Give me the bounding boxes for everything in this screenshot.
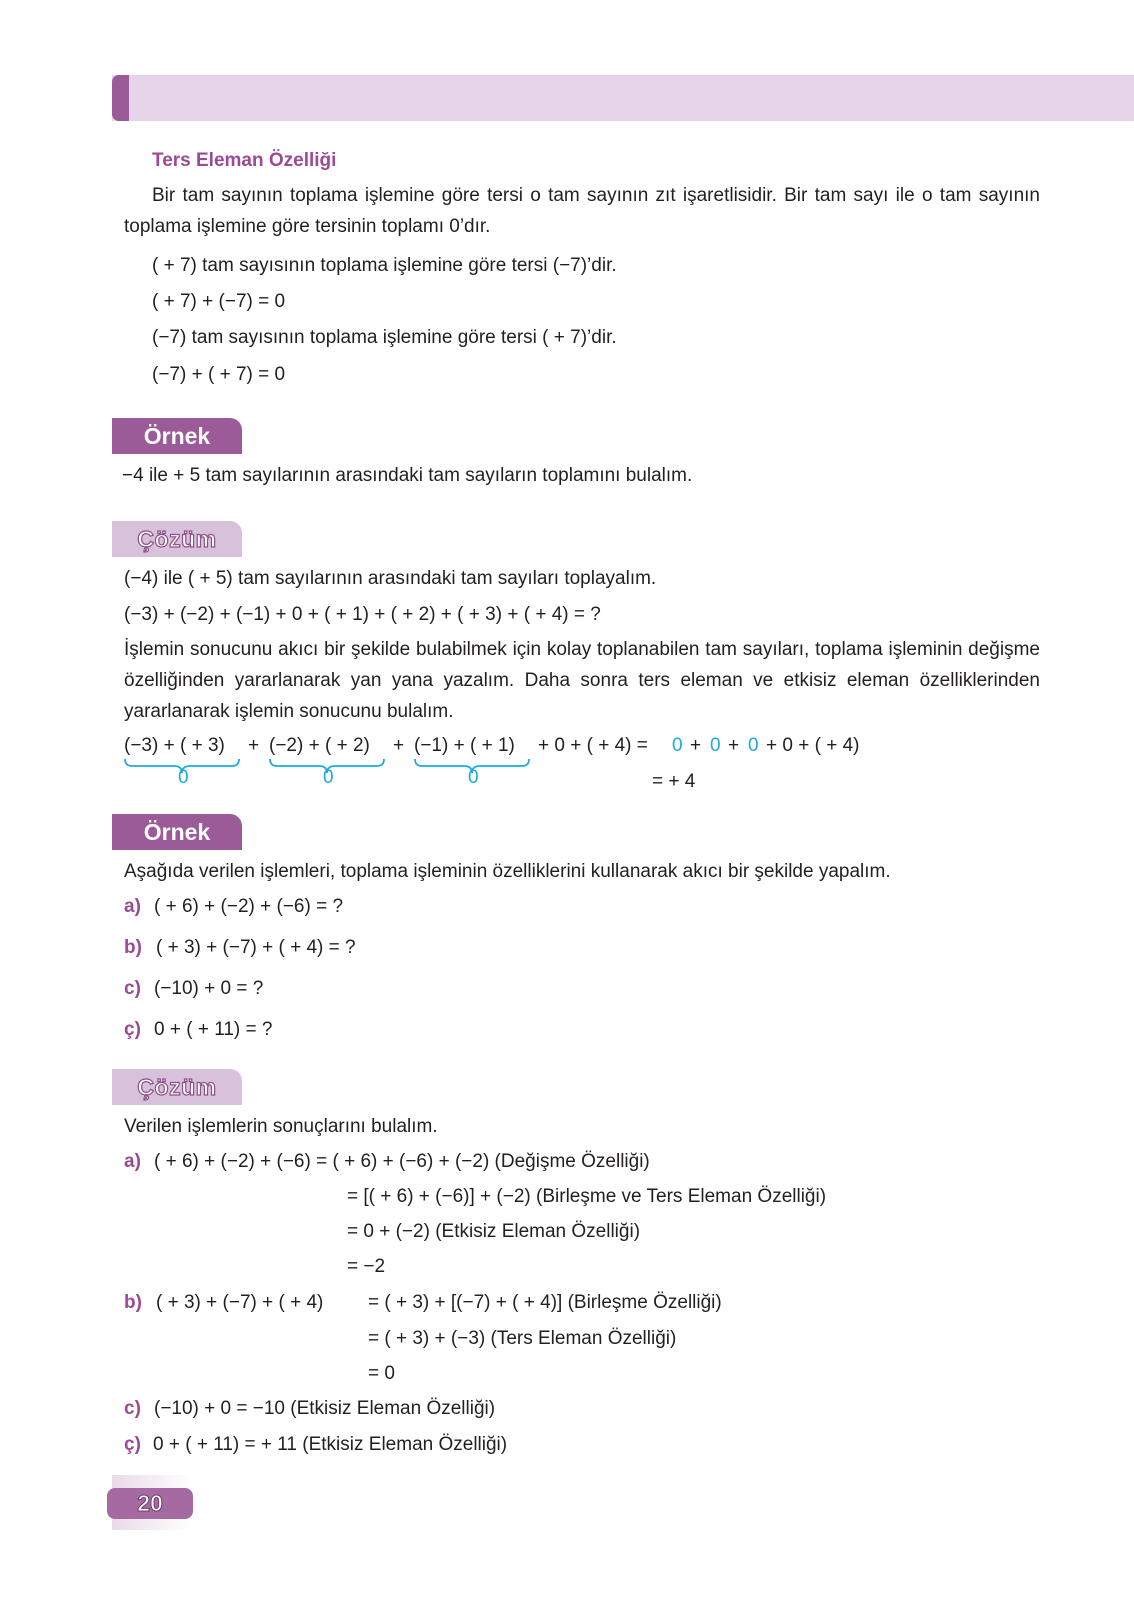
solution-b-line: = 0	[368, 1363, 395, 1384]
example-1-text: −4 ile + 5 tam sayılarının arasındaki tam sayıların toplamını bulalım.	[122, 465, 693, 486]
section-heading: Ters Eleman Özelliği	[152, 150, 337, 171]
inverse-line-2: ( + 7) + (−7) = 0	[152, 291, 286, 312]
item-letter: c)	[124, 1398, 141, 1419]
plus-sign: +	[248, 735, 260, 756]
item-expression: (−10) + 0 = ?	[154, 978, 264, 999]
pair-1: (−3) + ( + 3)	[124, 735, 225, 756]
brace-value-3: 0	[468, 767, 479, 788]
header-band	[112, 75, 1134, 121]
example-2-text: Aşağıda verilen işlemleri, toplama işleminin özelliklerini kullanarak akıcı bir şekilde yapalım.	[124, 861, 891, 882]
section-intro: Bir tam sayının toplama işlemine göre tersi o tam sayının zıt işaretlisidir. Bir tam sayı ile o tam sayının toplama işlemine göre tersinin toplamı 0’dır.	[124, 185, 1040, 237]
zero-result: 0	[710, 735, 721, 756]
solution-1-line-2: (−3) + (−2) + (−1) + 0 + ( + 1) + ( + 2) + ( + 3) + ( + 4) = ?	[124, 604, 601, 625]
solution-c-line: (−10) + 0 = −10 (Etkisiz Eleman Özelliği)	[154, 1398, 496, 1419]
item-expression: ( + 3) + (−7) + ( + 4) = ?	[156, 937, 356, 958]
item-letter: ç)	[124, 1434, 141, 1455]
brace-value-1: 0	[178, 767, 189, 788]
pair-3: (−1) + ( + 1)	[414, 735, 515, 756]
solution-b-line: = ( + 3) + (−3) (Ters Eleman Özelliği)	[368, 1328, 677, 1349]
item-letter: b)	[124, 937, 142, 958]
solution-label: Çözüm	[112, 1069, 242, 1105]
page-number: 20	[107, 1488, 193, 1519]
item-letter: a)	[124, 896, 141, 917]
solution-a-line: ( + 6) + (−2) + (−6) = ( + 6) + (−6) + (−2) (Değişme Özelliği)	[154, 1151, 650, 1172]
example-label: Örnek	[112, 418, 242, 454]
solution-a-line: = 0 + (−2) (Etkisiz Eleman Özelliği)	[347, 1221, 641, 1242]
final-result: = + 4	[652, 771, 696, 792]
item-letter: a)	[124, 1151, 141, 1172]
solution-a-line: = [( + 6) + (−6)] + (−2) (Birleşme ve Ters Eleman Özelliği)	[347, 1186, 827, 1207]
solution-label: Çözüm	[112, 521, 242, 557]
solution-b-lhs: ( + 3) + (−7) + ( + 4)	[156, 1292, 324, 1313]
solution-a-line: = −2	[347, 1256, 386, 1277]
pair-2: (−2) + ( + 2)	[269, 735, 370, 756]
inverse-line-1: ( + 7) tam sayısının toplama işlemine göre tersi (−7)’dir.	[152, 255, 617, 276]
solution-cc-line: 0 + ( + 11) = + 11 (Etkisiz Eleman Özelliği)	[153, 1434, 508, 1455]
plus-sign: +	[690, 735, 702, 756]
item-letter: b)	[124, 1292, 142, 1313]
item-expression: ( + 6) + (−2) + (−6) = ?	[154, 896, 344, 917]
solution-1-paragraph: İşlemin sonucunu akıcı bir şekilde bulabilmek için kolay toplanabilen tam sayıları, toplama işleminin değişme özelliğinden yararlanarak yan yana yazalım. Daha sonra ters eleman ve etkisiz eleman özelliklerinden yararlanarak işlemin sonucunu bulalım.	[124, 639, 1040, 722]
expression-rest: + 0 + ( + 4) =	[538, 735, 648, 756]
item-letter: ç)	[124, 1019, 141, 1040]
item-expression: 0 + ( + 11) = ?	[154, 1019, 273, 1040]
zero-result: 0	[672, 735, 683, 756]
expression-tail: + 0 + ( + 4)	[766, 735, 860, 756]
item-letter: c)	[124, 978, 141, 999]
solution-b-line: = ( + 3) + [(−7) + ( + 4)] (Birleşme Özelliği)	[368, 1292, 722, 1313]
example-label: Örnek	[112, 814, 242, 850]
plus-sign: +	[393, 735, 405, 756]
solution-1-line-1: (−4) ile ( + 5) tam sayılarının arasındaki tam sayıları toplayalım.	[124, 568, 657, 589]
zero-result: 0	[748, 735, 759, 756]
plus-sign: +	[728, 735, 740, 756]
inverse-line-4: (−7) + ( + 7) = 0	[152, 364, 286, 385]
brace-value-2: 0	[323, 767, 334, 788]
inverse-line-3: (−7) tam sayısının toplama işlemine göre tersi ( + 7)’dir.	[152, 327, 617, 348]
header-band-tab	[112, 75, 129, 121]
solution-2-intro: Verilen işlemlerin sonuçlarını bulalım.	[124, 1116, 438, 1137]
